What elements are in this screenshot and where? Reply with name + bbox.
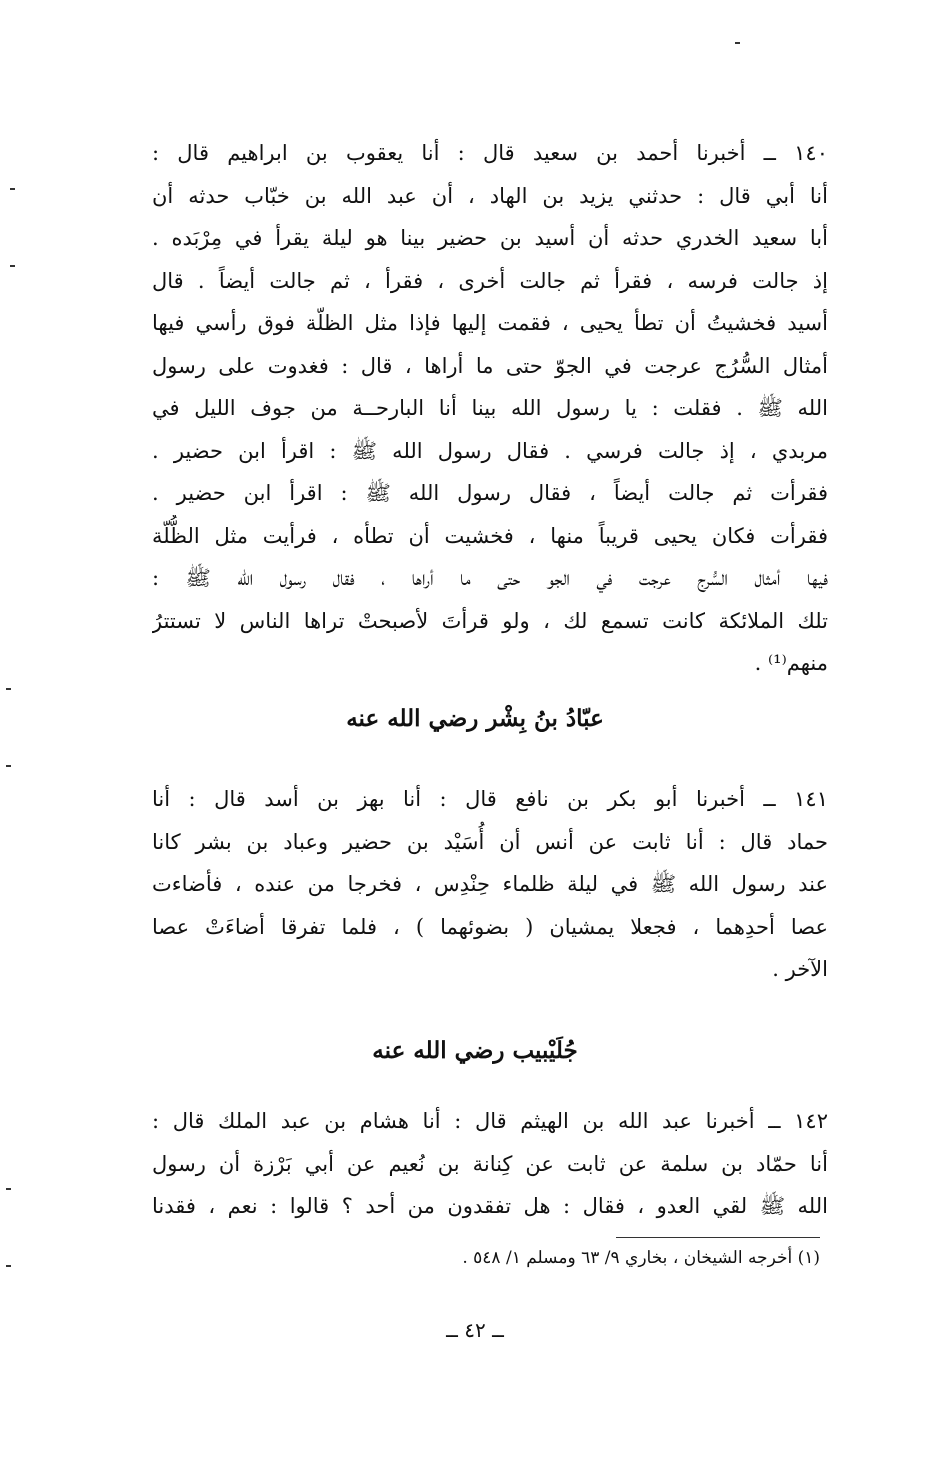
scan-speck bbox=[6, 1265, 11, 1267]
hadith-140 bbox=[152, 132, 828, 685]
text-line: حماد قال : أنا ثابت عن أنس أن أُسَيْد بن حضير وعباد بن بشر كانا bbox=[152, 829, 828, 854]
text-line: تلك الملائكة كانت تسمع لك ، ولو قرأتَ لأصبحتْ تراها الناس لا تستترُ bbox=[152, 608, 828, 633]
footnote: (١) أخرجه الشيخان ، بخاري ٩/ ٦٣ ومسلم ١/ ٥٤٨ . bbox=[462, 1248, 820, 1268]
scan-speck bbox=[735, 42, 740, 44]
text-line: الآخر . bbox=[772, 957, 828, 981]
text-line: أنا أبي قال : حدثني يزيد بن الهاد ، أن عبد الله بن خبّاب حدثه أن bbox=[152, 183, 828, 208]
text-line: عند رسول الله ﷺ في ليلة ظلماء حِنْدِس ، فخرجا من عنده ، فأضاءت bbox=[152, 872, 828, 896]
text-line: أبا سعيد الخدري حدثه أن أسيد بن حضير بينا هو ليلة يقرأ في مِرْبَده . bbox=[152, 226, 828, 250]
text-line: فيها أمثال السُّرج عرجت في الجو حتى ما أراها ، فقال رسول الله ﷺ : bbox=[152, 566, 828, 590]
section-heading-abbad: عبّادُ بنُ بِشْر رضي الله عنه bbox=[346, 705, 604, 732]
text-line: أسيد فخشيتُ أن تطأ يحيى ، فقمت إليها فإذا مثل الظلّة فوق رأسي فيها bbox=[152, 311, 828, 335]
scan-speck bbox=[10, 188, 15, 190]
text-line: عصا أحدِهما ، فجعلا يمشيان ( بضوئهما ) ، فلما تفرقا أضاءَتْ عصا bbox=[152, 914, 828, 939]
text-line: الله ﷺ لقي العدو ، فقال : هل تفقدون من أحد ؟ قالوا : نعم ، فقدنا bbox=[152, 1194, 828, 1218]
text-line: فقرأت فكان يحيى قريباً منها ، فخشيت أن تطأه ، فرأيت مثل الظُّلّة bbox=[152, 523, 828, 548]
scan-speck bbox=[6, 765, 11, 767]
text-line: فقرأت ثم جالت أيضاً ، فقال رسول الله ﷺ : اقرأ ابن حضير . bbox=[152, 481, 828, 505]
hadith-141 bbox=[152, 778, 828, 991]
scan-speck bbox=[10, 265, 15, 267]
page-number: ــ ٤٢ ــ bbox=[446, 1318, 504, 1342]
text-line: منهم⁽¹⁾ . bbox=[754, 651, 828, 675]
text-line: ١٤٢ ــ أخبرنا عبد الله بن الهيثم قال : أنا هشام بن عبد الملك قال : bbox=[152, 1109, 828, 1133]
text-line: إذ جالت فرسه ، فقرأ ثم جالت أخرى ، فقرأ ، ثم جالت أيضاً . قال bbox=[152, 268, 828, 293]
text-line: أمثال السُّرُج عرجت في الجوّ حتى ما أراها ، قال : فغدوت على رسول bbox=[152, 353, 828, 378]
text-line: ١٤٠ ــ أخبرنا أحمد بن سعيد قال : أنا يعقوب بن ابراهيم قال : bbox=[152, 141, 828, 165]
hadith-142 bbox=[152, 1100, 828, 1228]
scan-speck bbox=[6, 1188, 11, 1190]
text-line: الله ﷺ . فقلت : يا رسول الله بينا أنا البارحــة من جوف الليل في bbox=[152, 396, 828, 420]
text-line: أنا حمّاد بن سلمة عن ثابت عن كِنانة بن نُعيم عن أبي بَرْزة أن رسول bbox=[152, 1151, 828, 1176]
scan-speck bbox=[6, 688, 11, 690]
text-line: ١٤١ ــ أخبرنا أبو بكر بن نافع قال : أنا بهز بن أسد قال : أنا bbox=[152, 787, 828, 811]
footnote-divider bbox=[616, 1237, 820, 1238]
section-heading-julaybib: جُلَيْبيب رضي الله عنه bbox=[372, 1037, 578, 1064]
text-line: مربدي ، إذ جالت فرسي . فقال رسول الله ﷺ : اقرأ ابن حضير . bbox=[152, 438, 828, 463]
